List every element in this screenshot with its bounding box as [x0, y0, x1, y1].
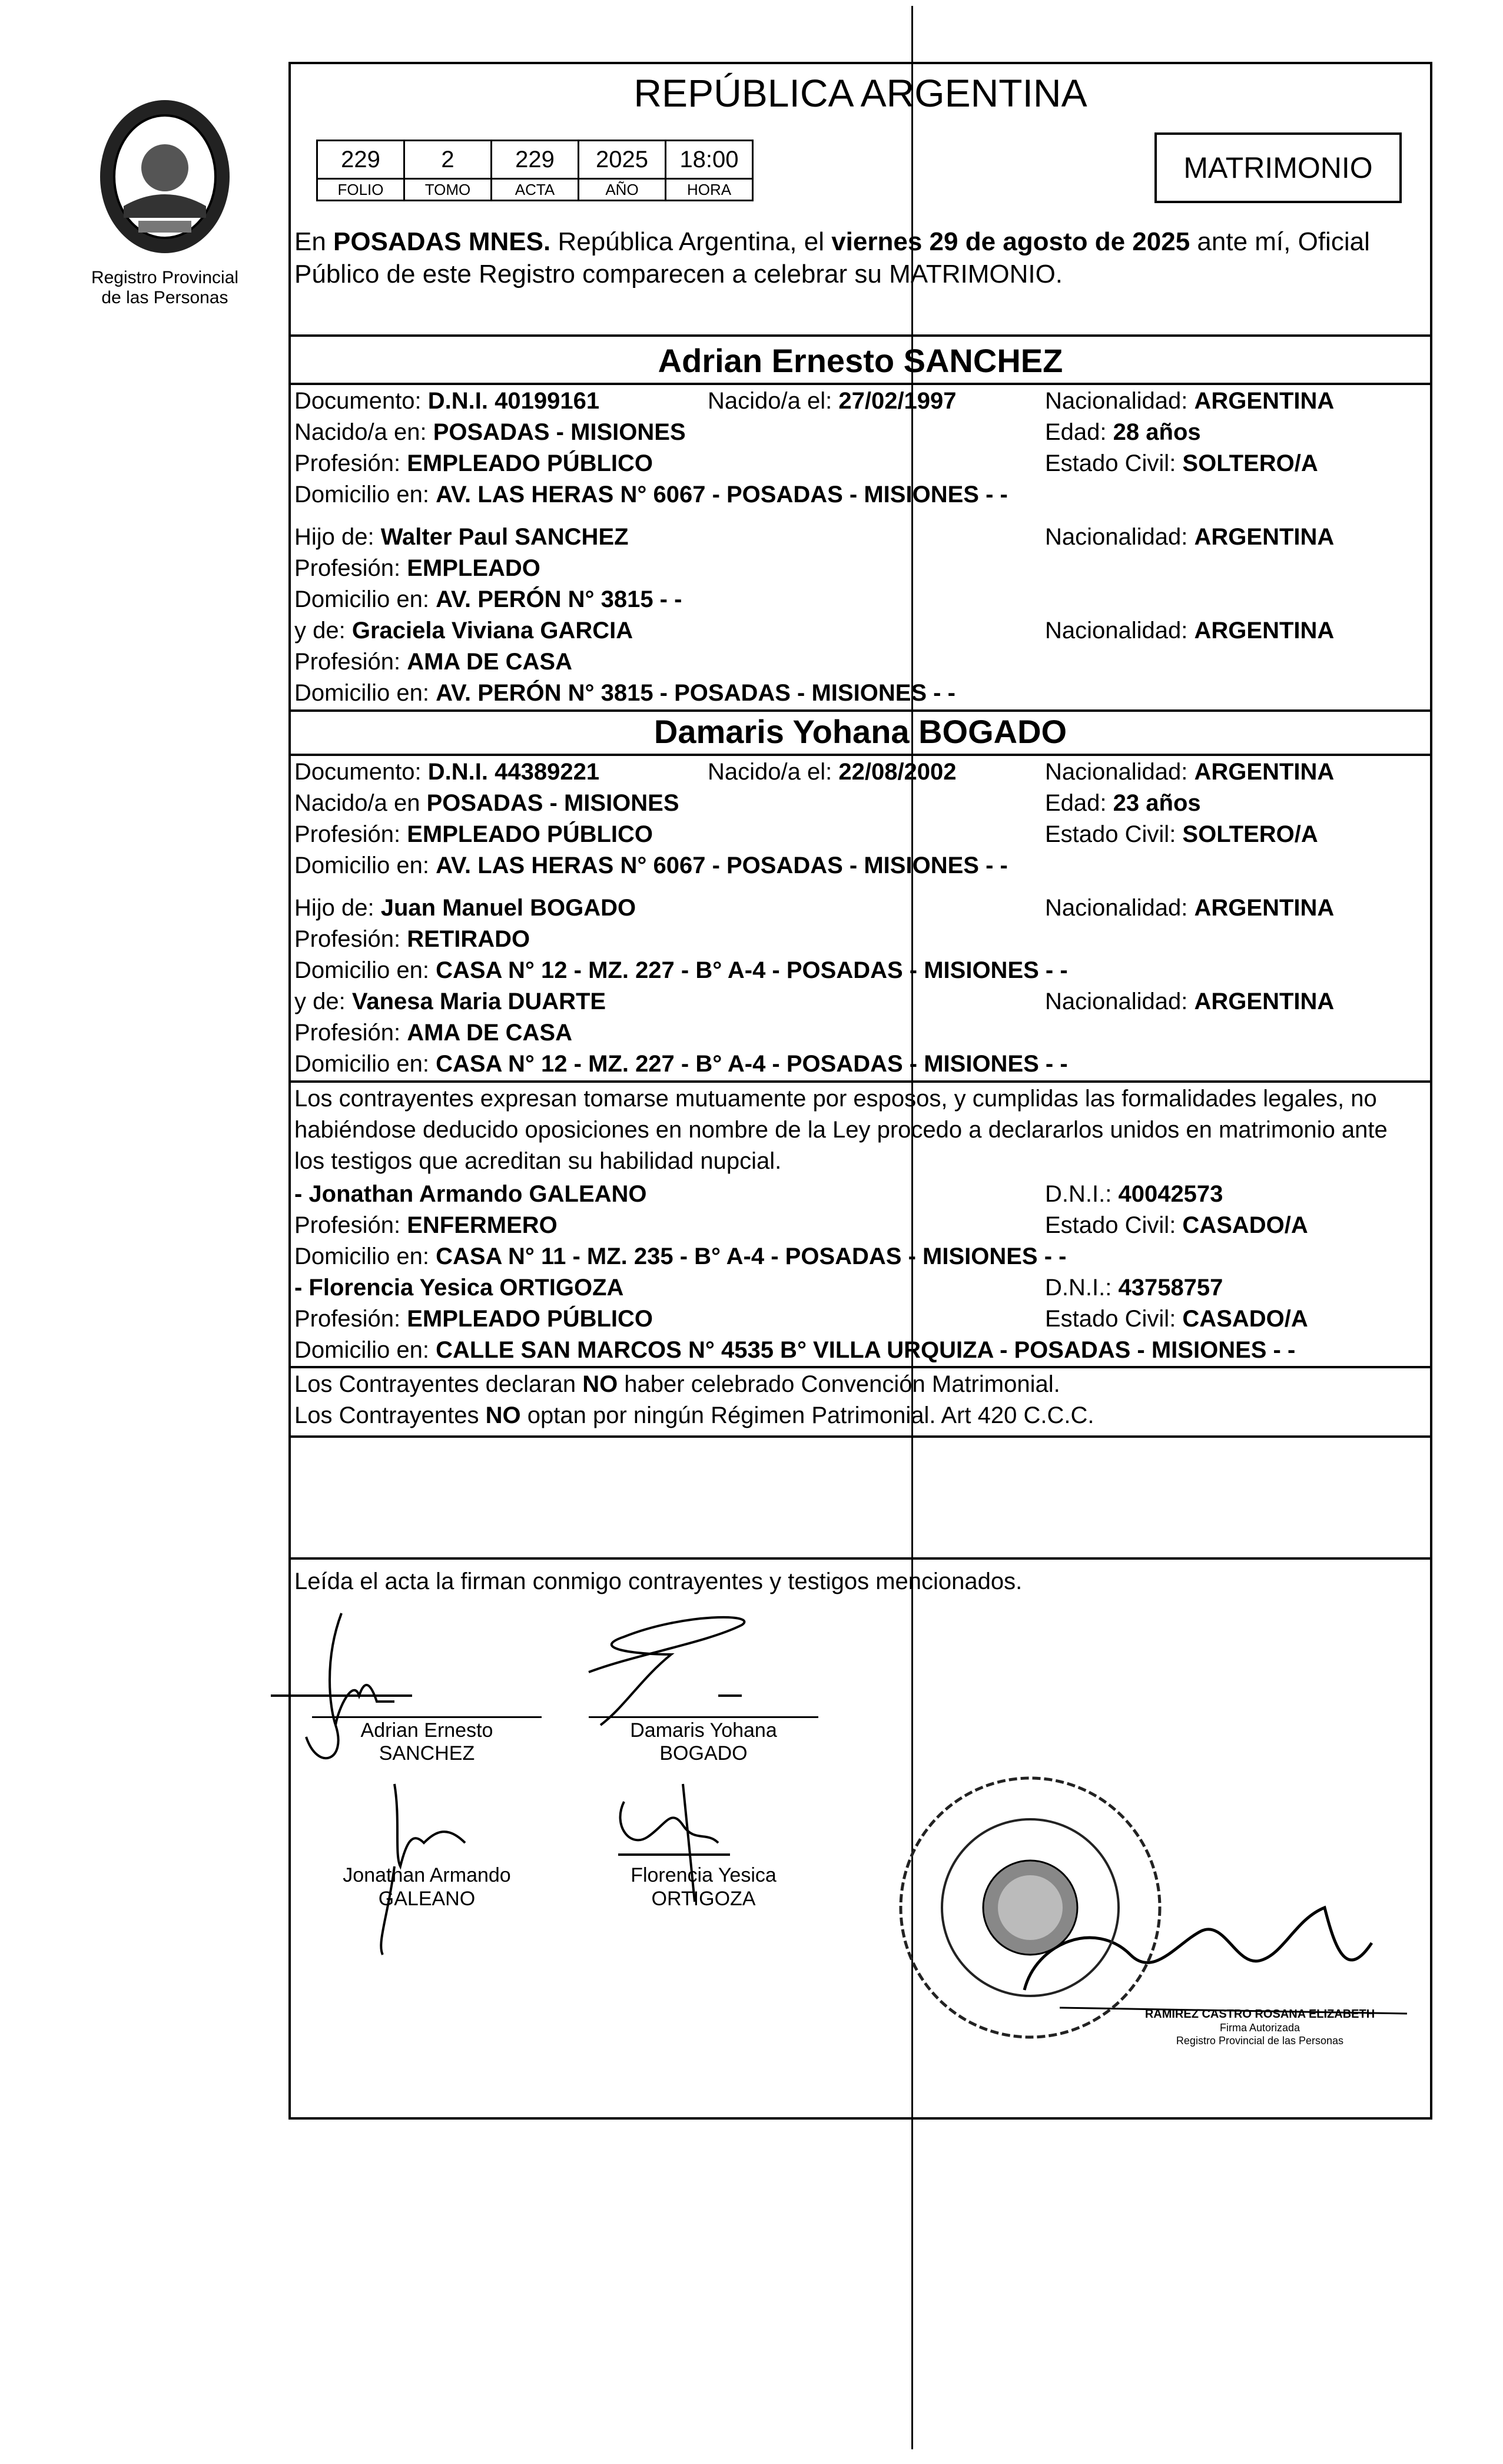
spouse2-mother-prof	[294, 1017, 572, 1048]
sig4-caption	[589, 1863, 818, 1911]
value: ARGENTINA	[1194, 989, 1335, 1014]
country-title: REPÚBLICA ARGENTINA	[633, 71, 1087, 115]
value: SOLTERO/A	[1182, 450, 1318, 476]
value: ENFERMERO	[407, 1212, 558, 1238]
hour-value: 18:00	[666, 141, 753, 179]
label: y de:	[294, 618, 352, 644]
regime-line1	[294, 1369, 1060, 1400]
value: AV. LAS HERAS N° 6067 - POSADAS - MISIONES - -	[436, 482, 1008, 508]
signature-line	[312, 1716, 542, 1718]
divider	[288, 1080, 1432, 1083]
value: ARGENTINA	[1194, 618, 1335, 644]
value: AMA DE CASA	[407, 1020, 572, 1046]
value: AMA DE CASA	[407, 649, 572, 675]
label: Estado Civil:	[1045, 450, 1183, 476]
intro-prefix: En	[294, 227, 334, 256]
province-seal-icon	[82, 88, 247, 265]
value: 28 años	[1113, 419, 1201, 445]
official-role1: Firma Autorizada	[1219, 2022, 1300, 2034]
label: Domicilio en:	[294, 1051, 436, 1077]
intro-place: POSADAS MNES.	[333, 227, 551, 256]
value: CALLE SAN MARCOS N° 4535 B° VILLA URQUIZA - POSADAS - MISIONES - -	[436, 1337, 1296, 1363]
spouse2-name: Damaris Yohana BOGADO	[653, 713, 1067, 750]
spouse1-born	[708, 386, 957, 416]
text: haber celebrado Convención Matrimonial.	[618, 1371, 1060, 1397]
emphasis: NO	[485, 1402, 521, 1428]
spouse1-mother-nat	[1045, 615, 1334, 646]
text: Los Contrayentes declaran	[294, 1371, 583, 1397]
label: Nacionalidad:	[1045, 989, 1195, 1014]
value: RETIRADO	[407, 926, 530, 952]
label: D.N.I.:	[1045, 1181, 1119, 1207]
label: Profesión:	[294, 821, 407, 847]
divider	[288, 1557, 1432, 1560]
registry-table	[316, 140, 754, 201]
sig3-caption	[312, 1863, 542, 1911]
witness2-civil	[1045, 1304, 1308, 1334]
logo-caption-line1: Registro Provincial	[91, 268, 239, 287]
witness1-addr	[294, 1241, 1066, 1272]
label: Nacido/a en:	[294, 419, 433, 445]
spouse2-civil	[1045, 819, 1318, 850]
year-label: AÑO	[579, 179, 666, 201]
label: Nacionalidad:	[1045, 524, 1195, 550]
label: Domicilio en:	[294, 680, 436, 706]
official-name: RAMIREZ CASTRO ROSANA ELIZABETH	[1144, 2008, 1375, 2021]
label: Nacido/a el:	[708, 388, 839, 414]
logo-caption	[82, 268, 247, 308]
label: Documento:	[294, 388, 428, 414]
spouse2-nat	[1045, 757, 1334, 787]
value: EMPLEADO PÚBLICO	[407, 450, 653, 476]
value: POSADAS - MISIONES	[426, 790, 679, 816]
divider	[288, 334, 1432, 337]
value: AV. LAS HERAS N° 6067 - POSADAS - MISIONES - -	[436, 853, 1008, 878]
label: y de:	[294, 989, 352, 1014]
label: Domicilio en:	[294, 1243, 436, 1269]
spouse1-civil	[1045, 448, 1318, 479]
spouse2-place	[294, 788, 679, 818]
value: EMPLEADO	[407, 555, 540, 581]
value: AV. PERÓN N° 3815 - -	[436, 586, 682, 612]
label: Profesión:	[294, 649, 407, 675]
folio-label: FOLIO	[317, 179, 404, 201]
divider	[288, 383, 1432, 385]
spouse2-father-addr	[294, 955, 1068, 986]
witness2-prof	[294, 1304, 653, 1334]
spouse2-mother-addr	[294, 1049, 1068, 1079]
label: Nacionalidad:	[1045, 618, 1195, 644]
spouse2-prof	[294, 819, 653, 850]
label: Nacido/a el:	[708, 759, 839, 785]
value: 23 años	[1113, 790, 1201, 816]
regime-line2	[294, 1400, 1094, 1431]
label: Documento:	[294, 759, 428, 785]
witness1-civil	[1045, 1210, 1308, 1241]
value: CASADO/A	[1182, 1306, 1308, 1332]
sig4-line1: Florencia Yesica	[631, 1864, 777, 1886]
spouse2-born	[708, 757, 957, 787]
text: optan por ningún Régimen Patrimonial. Art 420 C.C.C.	[520, 1402, 1094, 1428]
value: Vanesa Maria DUARTE	[351, 989, 606, 1014]
value: POSADAS - MISIONES	[433, 419, 686, 445]
value: CASA N° 11 - MZ. 235 - B° A-4 - POSADAS - MISIONES - -	[436, 1243, 1067, 1269]
spouse2-father-nat	[1045, 893, 1334, 923]
label: Domicilio en:	[294, 853, 436, 878]
label: Nacionalidad:	[1045, 759, 1195, 785]
intro-suffix: ante mí, Oficial	[1190, 227, 1370, 256]
sig2-caption: Damaris Yohana BOGADO	[630, 1719, 777, 1765]
divider	[288, 709, 1432, 712]
hour-label: HORA	[666, 179, 753, 201]
sig3-line2: GALEANO	[378, 1888, 476, 1910]
official-role2: Registro Provincial de las Personas	[1176, 2035, 1344, 2047]
witness2-dni	[1045, 1272, 1223, 1303]
spouse2-father-prof	[294, 924, 530, 954]
value: EMPLEADO PÚBLICO	[407, 1306, 653, 1332]
record-type-box: MATRIMONIO	[1154, 132, 1402, 203]
witness2-name: - Florencia Yesica ORTIGOZA	[294, 1275, 624, 1301]
divider	[288, 1435, 1432, 1438]
closing-text: Leída el acta la firman conmigo contrayentes y testigos mencionados.	[294, 1568, 1023, 1594]
label: Profesión:	[294, 555, 407, 581]
value: CASA N° 12 - MZ. 227 - B° A-4 - POSADAS - MISIONES - -	[436, 1051, 1068, 1077]
value: AV. PERÓN N° 3815 - POSADAS - MISIONES - -	[436, 680, 955, 706]
spouse2-doc	[294, 757, 599, 787]
value: Graciela Viviana GARCIA	[351, 618, 633, 644]
spouse1-nat	[1045, 386, 1334, 416]
label: Hijo de:	[294, 524, 381, 550]
label: Estado Civil:	[1045, 1306, 1183, 1332]
value: Juan Manuel BOGADO	[380, 895, 636, 921]
label: Domicilio en:	[294, 957, 436, 983]
folio-value: 229	[317, 141, 404, 179]
spouse1-name: Adrian Ernesto SANCHEZ	[658, 342, 1063, 379]
registry-logo	[82, 88, 247, 324]
value: 22/08/2002	[838, 759, 957, 785]
sig3-line1: Jonathan Armando	[343, 1864, 511, 1886]
declaration-line1: Los contrayentes expresan tomarse mutuamente por esposos, y cumplidas las formalidades legales, no	[294, 1086, 1377, 1112]
intro-line2: Público de este Registro comparecen a celebrar su MATRIMONIO.	[294, 260, 1063, 288]
spouse1-age	[1045, 417, 1201, 447]
value: D.N.I. 44389221	[427, 759, 600, 785]
intro-date: viernes 29 de agosto de 2025	[831, 227, 1190, 256]
witness1-dni	[1045, 1179, 1223, 1209]
signature-bogado	[589, 1617, 744, 1725]
spouse1-father-prof	[294, 553, 540, 583]
spouse1-mother-addr	[294, 678, 955, 708]
sig4-line2: ORTIGOZA	[651, 1888, 756, 1910]
label: Profesión:	[294, 926, 407, 952]
signature-line	[589, 1716, 818, 1718]
label: Profesión:	[294, 1212, 407, 1238]
label: Nacionalidad:	[1045, 895, 1195, 921]
intro-mid: República Argentina, el	[550, 227, 832, 256]
spouse1-father-addr	[294, 584, 682, 615]
label: Nacionalidad:	[1045, 388, 1195, 414]
value: ARGENTINA	[1194, 524, 1335, 550]
label: Profesión:	[294, 450, 407, 476]
spouse1-mother	[294, 615, 633, 646]
divider	[288, 1366, 1432, 1368]
tomo-label: TOMO	[404, 179, 492, 201]
label: Profesión:	[294, 1306, 407, 1332]
value: D.N.I. 40199161	[427, 388, 600, 414]
tomo-value: 2	[404, 141, 492, 179]
value: ARGENTINA	[1194, 759, 1335, 785]
label: Domicilio en:	[294, 586, 436, 612]
logo-caption-line2: de las Personas	[101, 288, 228, 307]
label: Domicilio en:	[294, 482, 436, 508]
witness1-name: - Jonathan Armando GALEANO	[294, 1181, 647, 1207]
text: Los Contrayentes	[294, 1402, 486, 1428]
official-stamp	[901, 1778, 1160, 2037]
spouse2-father	[294, 893, 636, 923]
value: Walter Paul SANCHEZ	[380, 524, 629, 550]
label: Edad:	[1045, 419, 1113, 445]
value: SOLTERO/A	[1182, 821, 1318, 847]
value: CASA N° 12 - MZ. 227 - B° A-4 - POSADAS - MISIONES - -	[436, 957, 1068, 983]
value: ARGENTINA	[1194, 895, 1335, 921]
year-value: 2025	[579, 141, 666, 179]
spouse1-mother-prof	[294, 646, 572, 677]
acta-label: ACTA	[492, 179, 579, 201]
value: 27/02/1997	[838, 388, 957, 414]
label: D.N.I.:	[1045, 1275, 1119, 1301]
spouse1-doc	[294, 386, 599, 416]
value: EMPLEADO PÚBLICO	[407, 821, 653, 847]
spouse2-mother	[294, 986, 606, 1017]
spouse1-prof	[294, 448, 653, 479]
witness1-prof	[294, 1210, 558, 1241]
label: Estado Civil:	[1045, 1212, 1183, 1238]
witness2-addr	[294, 1335, 1295, 1365]
label: Domicilio en:	[294, 1337, 436, 1363]
value: ARGENTINA	[1194, 388, 1335, 414]
sig1-caption: Adrian Ernesto SANCHEZ	[360, 1719, 493, 1765]
divider	[288, 754, 1432, 756]
declaration-line3: los testigos que acreditan su habilidad nupcial.	[294, 1148, 782, 1174]
spouse1-father	[294, 522, 629, 552]
spouse2-addr	[294, 850, 1008, 881]
spouse2-age	[1045, 788, 1201, 818]
value: 43758757	[1118, 1275, 1223, 1301]
value: CASADO/A	[1182, 1212, 1308, 1238]
spouse1-father-nat	[1045, 522, 1334, 552]
label: Nacido/a en	[294, 790, 427, 816]
label: Estado Civil:	[1045, 821, 1183, 847]
emphasis: NO	[582, 1371, 618, 1397]
spouse2-mother-nat	[1045, 986, 1334, 1017]
label: Edad:	[1045, 790, 1113, 816]
value: 40042573	[1118, 1181, 1223, 1207]
declaration-line2: habiéndose deducido oposiciones en nombre de la Ley procedo a declararlos unidos en matrimonio ante	[294, 1117, 1388, 1143]
acta-value: 229	[492, 141, 579, 179]
label: Profesión:	[294, 1020, 407, 1046]
spouse1-addr	[294, 479, 1008, 510]
intro-line1	[294, 227, 1370, 257]
label: Hijo de:	[294, 895, 381, 921]
spouse1-place	[294, 417, 686, 447]
